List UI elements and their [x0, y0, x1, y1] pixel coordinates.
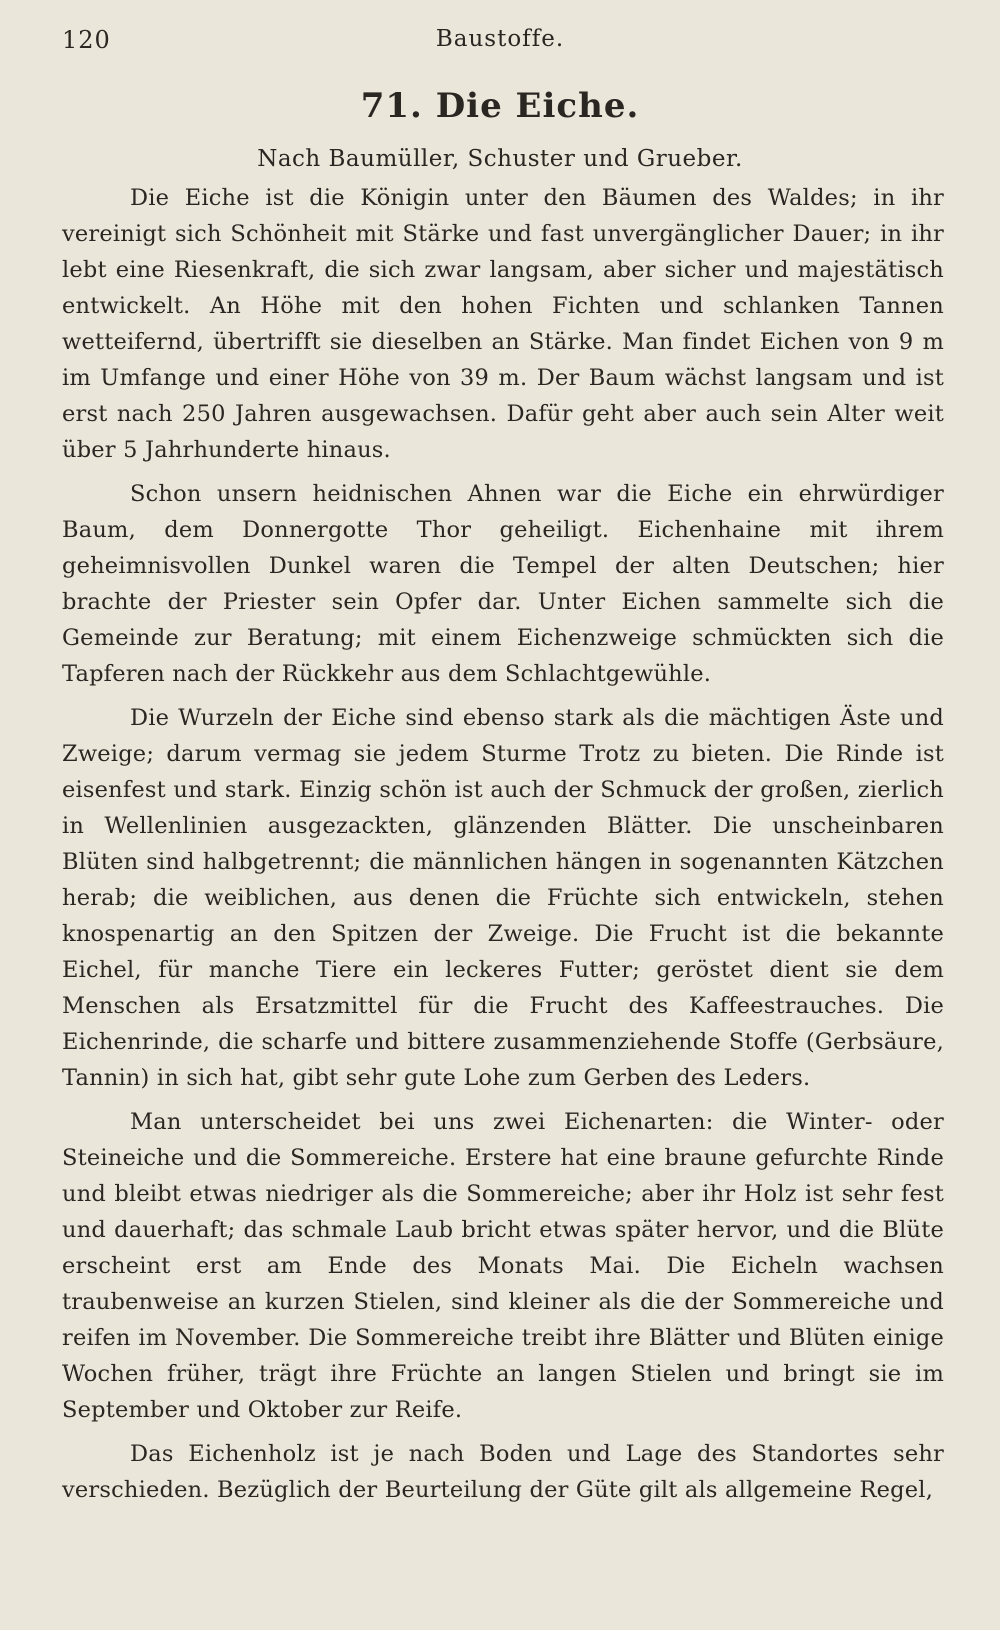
paragraph: Das Eichenholz ist je nach Boden und Lage des Standortes sehr verschieden. Bezüglich der Beurteilung der Güte gilt als allgemeine Regel, — [62, 1441, 944, 1503]
page-header — [62, 26, 938, 56]
paragraph: Schon unsern heidnischen Ahnen war die Eiche ein ehrwürdiger Baum, dem Donnergotte Thor geheiligt. Eichenhaine mit ihrem geheimnisvollen Dunkel waren die Tempel der alten Deutschen; hier brachte der Priester sein Opfer dar. Unter Eichen sammelte sich die Gemeinde zur Beratung; mit einem Eichenzweige schmückten sich die Tapferen nach der Rückkehr aus dem Schlachtgewühle. — [62, 481, 944, 687]
paragraph: Die Wurzeln der Eiche sind ebenso stark als die mächtigen Äste und Zweige; darum vermag sie jedem Sturme Trotz zu bieten. Die Rinde ist eisenfest und stark. Einzig schön ist auch der Schmuck der großen, zierlich in Wellenlinien ausgezackten, glänzenden Blätter. Die unscheinbaren Blüten sind halbgetrennt; die männlichen hängen in sogenannten Kätzchen herab; die weiblichen, aus denen die Früchte sich entwickeln, stehen knospenartig an den Spitzen der Zweige. Die Frucht ist die bekannte Eichel, für manche Tiere ein leckeres Futter; geröstet dient sie dem Menschen als Ersatzmittel für die Frucht des Kaffeestrauches. Die Eichenrinde, die scharfe und bittere zusammenziehende Stoffe (Gerbsäure, Tannin) in sich hat, gibt sehr gute Lohe zum Gerben des Leders. — [62, 705, 944, 1091]
paragraph: Die Eiche ist die Königin unter den Bäumen des Waldes; in ihr vereinigt sich Schönheit mit Stärke und fast unvergänglicher Dauer; in ihr lebt eine Riesenkraft, die sich zwar langsam, aber sicher und majestätisch entwickelt. An Höhe mit den hohen Fichten und schlanken Tannen wetteifernd, übertrifft sie dieselben an Stärke. Man findet Eichen von 9 m im Umfange und einer Höhe von 39 m. Der Baum wächst langsam und ist erst nach 250 Jahren ausgewachsen. Dafür geht aber auch sein Alter weit über 5 Jahrhunderte hinaus. — [62, 185, 944, 463]
article-body — [62, 180, 944, 1516]
running-head: Baustoffe. — [435, 26, 565, 52]
article-byline: Nach Baumüller, Schuster und Grueber. — [257, 146, 743, 172]
page-number: 120 — [62, 26, 111, 54]
article-title: 71. Die Eiche. — [360, 86, 640, 126]
paragraph: Man unterscheidet bei uns zwei Eichenarten: die Winter- oder Steineiche und die Sommereiche. Erstere hat eine braune gefurchte Rinde und bleibt etwas niedriger als die Sommereiche; aber ihr Holz ist sehr fest und dauerhaft; das schmale Laub bricht etwas später hervor, und die Blüte erscheint erst am Ende des Monats Mai. Die Eicheln wachsen traubenweise an kurzen Stielen, sind kleiner als die der Sommereiche und reifen im November. Die Sommereiche treibt ihre Blätter und Blüten einige Wochen früher, trägt ihre Früchte an langen Stielen und bringt sie im September und Oktober zur Reife. — [62, 1109, 944, 1423]
